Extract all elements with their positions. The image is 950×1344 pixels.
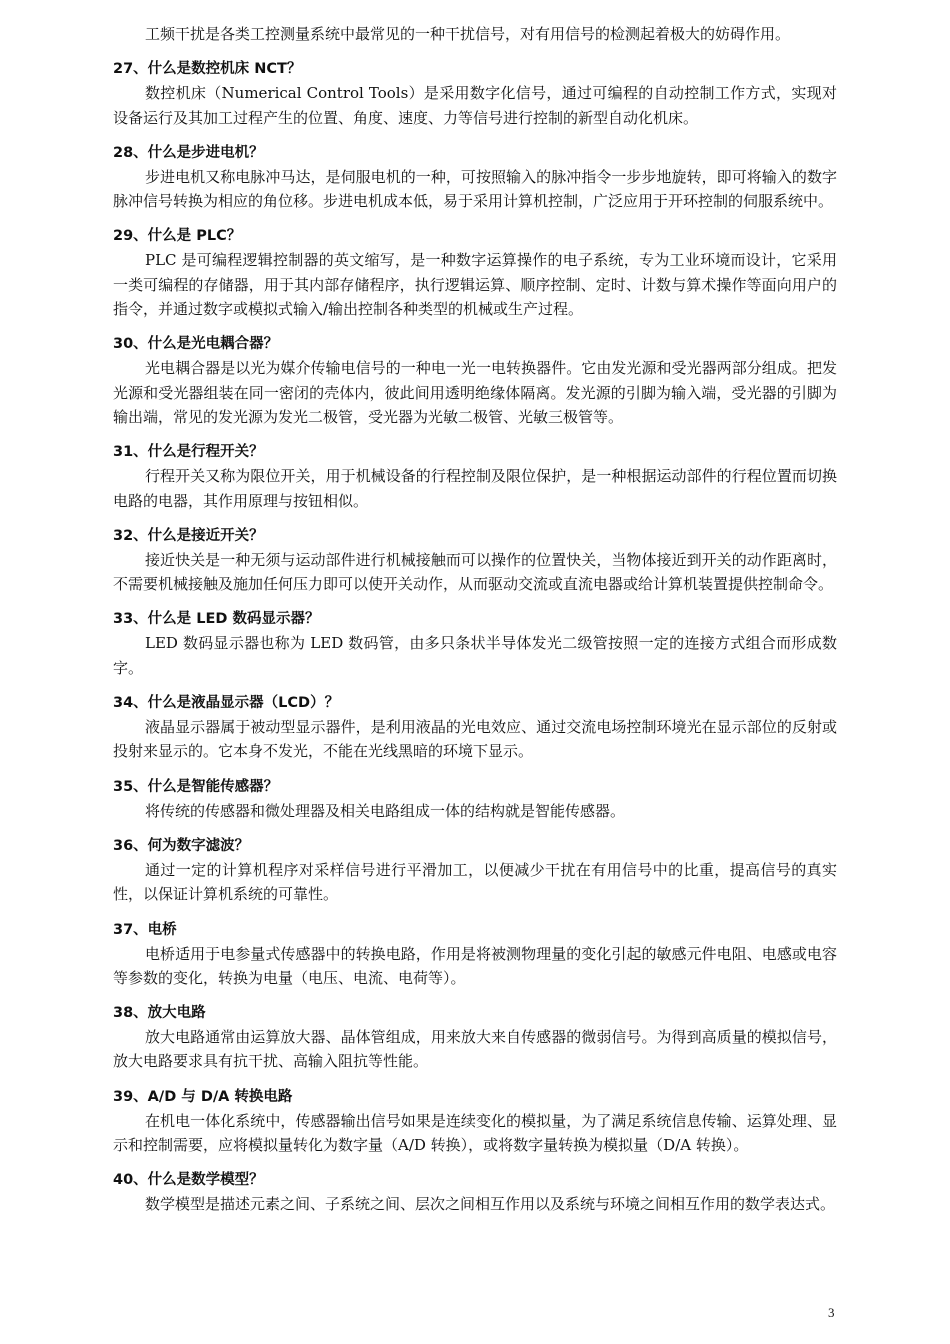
question-answer: 在机电一体化系统中，传感器输出信号如果是连续变化的模拟量，为了满足系统信息传输、运算处理、显示和控制需要，应将模拟量转化为数字量（A/D 转换），或将数字量转换为模拟量（D/A 转换）。 (113, 1111, 837, 1155)
question-35 (113, 776, 837, 823)
question-39 (113, 1086, 837, 1158)
question-32 (113, 525, 837, 597)
question-30 (113, 333, 837, 429)
question-title: 34、什么是液晶显示器（LCD）？ (113, 695, 340, 712)
question-40 (113, 1169, 837, 1216)
question-answer: 步进电机又称电脉冲马达，是伺服电机的一种，可按照输入的脉冲指令一步步地旋转，即可将输入的数字脉冲信号转换为相应的角位移。步进电机成本低，易于采用计算机控制，广泛应用于开环控制的伺服系统中。 (113, 167, 837, 211)
question-title: 37、电桥 (113, 921, 177, 938)
question-answer: 光电耦合器是以光为媒介传输电信号的一种电一光一电转换器件。它由发光源和受光器两部分组成。把发光源和受光器组装在同一密闭的壳体内，彼此间用透明绝缘体隔离。发光源的引脚为输入端，受光器的引脚为输出端，常见的发光源为发光二极管，受光器为光敏二极管、光敏三极管等。 (113, 359, 837, 426)
question-title: 35、什么是智能传感器？ (113, 778, 279, 795)
question-answer: 数控机床（Numerical Control Tools）是采用数字化信号，通过可编程的自动控制工作方式，实现对设备运行及其加工过程产生的位置、角度、速度、力等信号进行控制的新型自动化机床。 (113, 84, 837, 127)
question-title: 31、什么是行程开关？ (113, 444, 264, 461)
question-answer: 放大电路通常由运算放大器、晶体管组成，用来放大来自传感器的微弱信号。为得到高质量的模拟信号，放大电路要求具有抗干扰、高输入阻抗等性能。 (113, 1028, 837, 1071)
question-36 (113, 835, 837, 907)
document-page (113, 22, 837, 1217)
question-title: 28、什么是步进电机？ (113, 144, 264, 161)
question-answer: 液晶显示器属于被动型显示器件，是利用液晶的光电效应、通过交流电场控制环境光在显示部位的反射或投射来显示的。它本身不发光，不能在光线黑暗的环境下显示。 (113, 718, 837, 761)
question-title: 39、A/D 与 D/A 转换电路 (113, 1088, 293, 1105)
question-answer: 数学模型是描述元素之间、子系统之间、层次之间相互作用以及系统与环境之间相互作用的数学表达式。 (145, 1195, 836, 1214)
question-title: 38、放大电路 (113, 1005, 206, 1022)
question-title: 32、什么是接近开关？ (113, 527, 264, 544)
question-title: 29、什么是 PLC？ (113, 228, 242, 245)
question-title: 36、何为数字滤波？ (113, 837, 250, 854)
question-answer: LED 数码显示器也称为 LED 数码管，由多只条状半导体发光二级管按照一定的连接方式组合而形成数字。 (113, 634, 837, 677)
page-number: 3 (828, 1305, 835, 1320)
question-title: 30、什么是光电耦合器？ (113, 336, 279, 353)
question-29 (113, 225, 837, 321)
question-answer: 将传统的传感器和微处理器及相关电路组成一体的结构就是智能传感器。 (145, 801, 626, 820)
question-answer: 行程开关又称为限位开关，用于机械设备的行程控制及限位保护，是一种根据运动部件的行程位置而切换电路的电器，其作用原理与按钮相似。 (113, 467, 837, 510)
question-37 (113, 919, 837, 991)
question-34 (113, 692, 837, 764)
question-33 (113, 608, 837, 680)
question-title: 40、什么是数学模型？ (113, 1172, 264, 1189)
question-answer: 通过一定的计算机程序对采样信号进行平滑加工，以便减少干扰在有用信号中的比重，提高信号的真实性，以保证计算机系统的可靠性。 (113, 860, 837, 904)
intro-paragraph: 工频干扰是各类工控测量系统中最常见的一种干扰信号，对有用信号的检测起着极大的妨碍作用。 (145, 25, 791, 43)
question-28 (113, 142, 837, 214)
question-27 (113, 58, 837, 130)
question-answer: 电桥适用于电参量式传感器中的转换电路，作用是将被测物理量的变化引起的敏感元件电阻、电感或电容等参数的变化，转换为电量（电压、电流、电荷等）。 (113, 944, 837, 987)
question-38 (113, 1002, 837, 1074)
question-title: 33、什么是 LED 数码显示器？ (113, 611, 320, 628)
question-answer: 接近快关是一种无须与运动部件进行机械接触而可以操作的位置快关，当物体接近到开关的动作距离时，不需要机械接触及施加任何压力即可以使开关动作，从而驱动交流或直流电器或给计算机装置提供控制命令。 (113, 550, 837, 594)
question-answer: PLC 是可编程逻辑控制器的英文缩写，是一种数字运算操作的电子系统，专为工业环境而设计，它采用一类可编程的存储器，用于其内部存储程序，执行逻辑运算、顺序控制、定时、计数与算术操作等面向用户的指令，并通过数字或模拟式输入/输出控制各种类型的机械或生产过程。 (113, 251, 837, 319)
question-title: 27、什么是数控机床 NCT？ (113, 61, 302, 78)
question-31 (113, 441, 837, 513)
